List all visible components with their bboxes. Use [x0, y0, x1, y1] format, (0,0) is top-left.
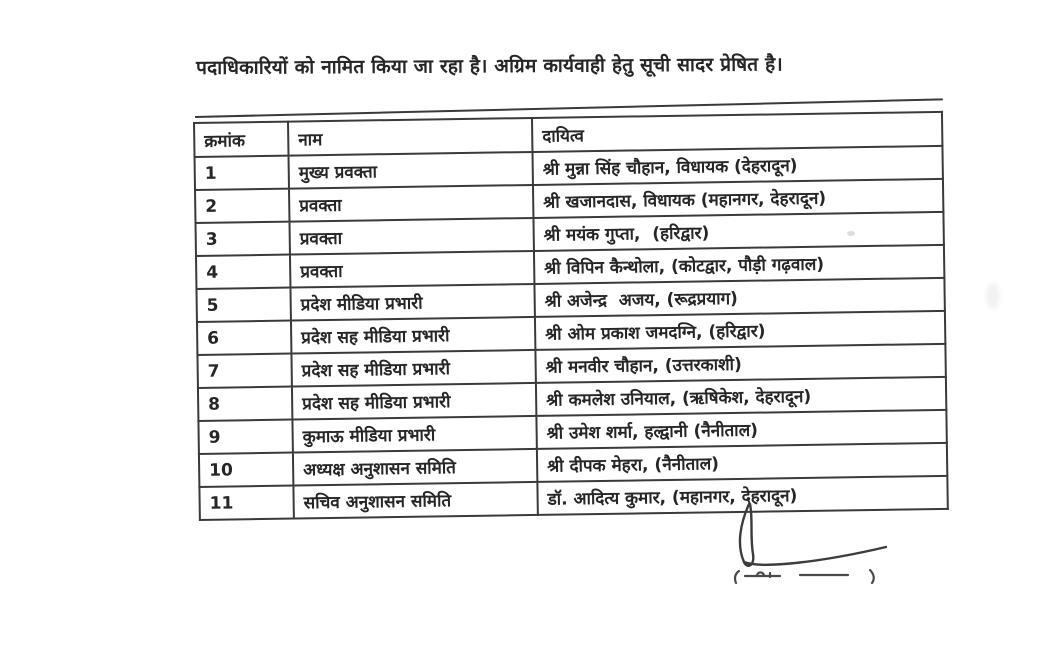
- cell-designation: मुख्य प्रवक्ता: [289, 152, 533, 189]
- cell-serial: 8: [198, 387, 292, 421]
- signature-caption-fragment: [735, 570, 874, 583]
- cell-designation: सचिव अनुशासन समिति: [293, 482, 537, 519]
- cell-assignee: श्री मयंक गुप्ता, (हरिद्वार): [533, 212, 943, 251]
- cell-designation: प्रदेश सह मीडिया प्रभारी: [292, 383, 536, 420]
- cell-serial: 5: [196, 288, 290, 322]
- cell-designation: अध्यक्ष अनुशासन समिति: [293, 449, 537, 486]
- cell-designation: प्रवक्ता: [289, 218, 533, 255]
- cell-assignee: श्री अजेन्द्र अजय, (रूद्रप्रयाग): [534, 278, 944, 317]
- cell-serial: 3: [195, 222, 289, 256]
- cell-serial: 2: [195, 189, 289, 223]
- cell-serial: 10: [199, 453, 293, 487]
- cell-assignee: श्री ओम प्रकाश जमदग्नि, (हरिद्वार): [535, 311, 945, 350]
- cell-designation: प्रदेश सह मीडिया प्रभारी: [291, 317, 535, 354]
- officials-table-wrap: [193, 111, 947, 521]
- cell-assignee: श्री खजानदास, विधायक (महानगर, देहरादून): [533, 179, 943, 218]
- cell-assignee: श्री मुन्ना सिंह चौहान, विधायक (देहरादून): [532, 146, 942, 185]
- header-cell-name: नाम: [288, 118, 532, 156]
- cell-designation: प्रदेश मीडिया प्रभारी: [290, 284, 534, 321]
- cell-assignee: श्री मनवीर चौहान, (उत्तरकाशी): [535, 344, 945, 383]
- cell-designation: प्रवक्ता: [289, 185, 533, 222]
- cell-serial: 1: [195, 156, 289, 190]
- intro-line: पदाधिकारियों को नामित किया जा रहा है। अग्रिम कार्यवाही हेतु सूची सादर प्रेषित है।: [196, 53, 783, 79]
- cell-designation: प्रवक्ता: [290, 251, 534, 288]
- cell-assignee: श्री उमेश शर्मा, हल्द्वानी (नैनीताल): [536, 410, 946, 449]
- scan-artifact-smudge: [986, 283, 1000, 309]
- cell-assignee: श्री दीपक मेहरा, (नैनीताल): [537, 443, 947, 482]
- cell-serial: 9: [198, 420, 292, 454]
- cell-serial: 6: [197, 321, 291, 355]
- cell-assignee: श्री विपिन कैन्थोला, (कोटद्वार, पौड़ी गढ़वाल): [534, 245, 944, 284]
- officials-table: [193, 111, 949, 521]
- cell-designation: प्रदेश सह मीडिया प्रभारी: [291, 350, 535, 387]
- header-cell-serial: क्रमांक: [194, 122, 288, 157]
- cell-assignee: डॉ. आदित्य कुमार, (महानगर, देहरादून): [537, 476, 947, 515]
- header-cell-duty: दायित्व: [532, 112, 942, 152]
- handwritten-signature: [700, 492, 910, 587]
- cell-designation: कुमाऊ मीडिया प्रभारी: [292, 416, 536, 453]
- cell-serial: 11: [199, 486, 293, 520]
- scan-artifact-dot: [847, 231, 855, 236]
- cell-serial: 4: [196, 255, 290, 289]
- cell-assignee: श्री कमलेश उनियाल, (ऋषिकेश, देहरादून): [536, 377, 946, 416]
- cell-serial: 7: [197, 354, 291, 388]
